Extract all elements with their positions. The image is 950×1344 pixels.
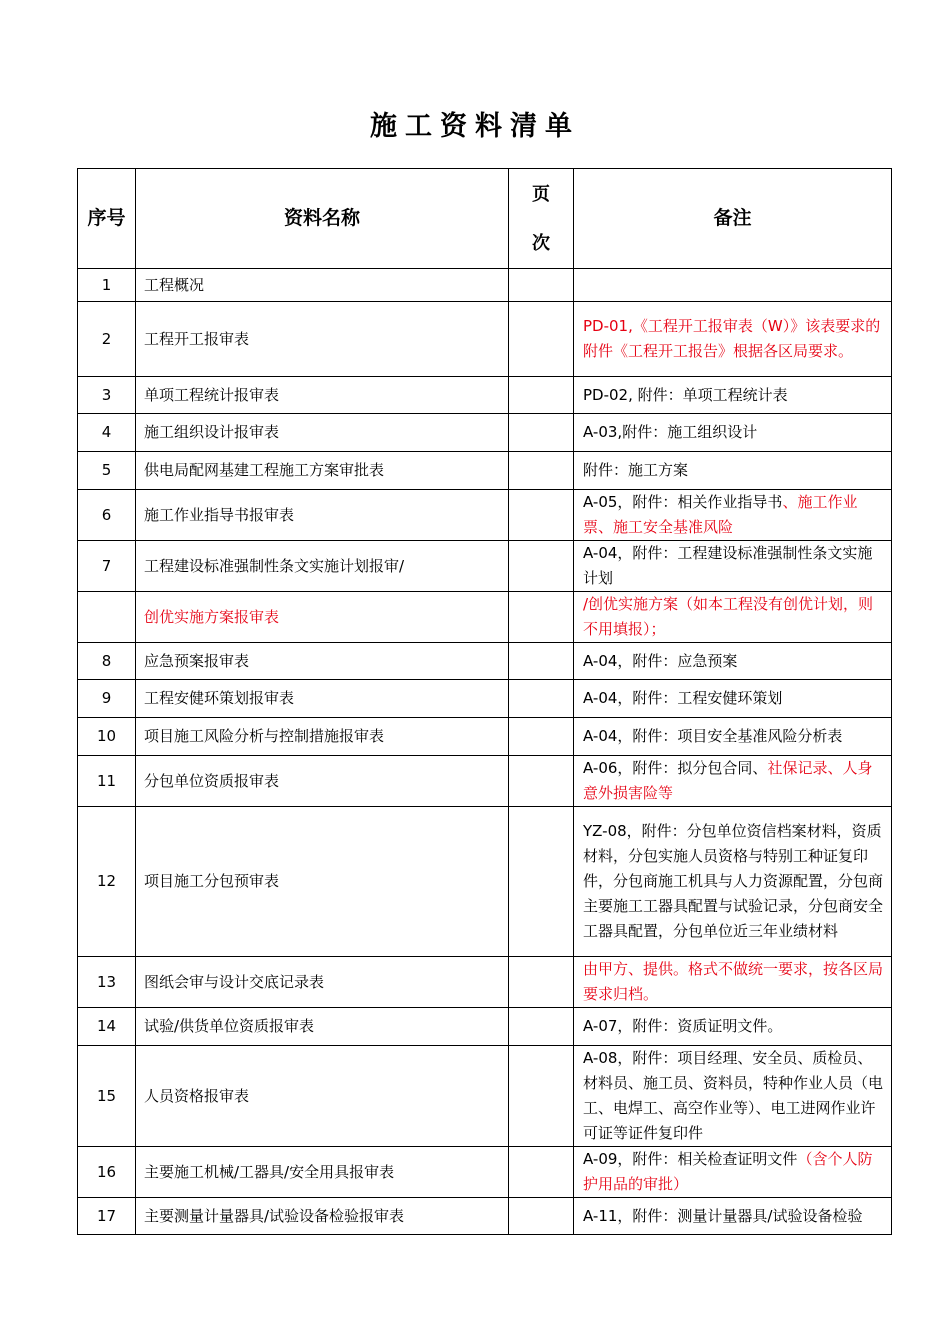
row-remark <box>574 452 892 490</box>
row-page <box>509 414 574 452</box>
row-remark <box>574 1008 892 1046</box>
row-page <box>509 643 574 680</box>
remark-text: A-05，附件：相关作业指导书 <box>583 493 783 511</box>
row-document-name: 工程概况 <box>136 269 509 302</box>
row-remark <box>574 414 892 452</box>
table-row <box>78 1008 892 1046</box>
table-row <box>78 269 892 302</box>
remark-text: A-04，附件：应急预案 <box>583 651 738 670</box>
table-row <box>78 592 892 643</box>
row-page <box>509 1046 574 1147</box>
table-row <box>78 1147 892 1198</box>
table-row <box>78 452 892 490</box>
row-remark <box>574 592 892 643</box>
row-index: 6 <box>78 490 136 541</box>
row-page <box>509 452 574 490</box>
row-remark <box>574 302 892 377</box>
row-remark <box>574 269 892 302</box>
remark-text: A-04，附件：项目安全基准风险分析表 <box>583 727 843 745</box>
table-row <box>78 1046 892 1147</box>
row-document-name: 供电局配网基建工程施工方案审批表 <box>136 452 509 490</box>
row-document-name: 项目施工风险分析与控制措施报审表 <box>136 718 509 756</box>
row-index: 5 <box>78 452 136 490</box>
row-index: 10 <box>78 718 136 756</box>
remark-text: A-04，附件：工程建设标准强制性条文实施计划 <box>583 544 873 587</box>
header-index: 序号 <box>78 169 136 269</box>
header-name: 资料名称 <box>136 169 509 269</box>
table-row <box>78 1198 892 1235</box>
table-row <box>78 490 892 541</box>
row-page <box>509 269 574 302</box>
row-index: 8 <box>78 643 136 680</box>
table-row <box>78 377 892 414</box>
remark-text: A-06，附件：拟分包合同、 <box>583 759 768 777</box>
row-index: 12 <box>78 807 136 957</box>
row-remark <box>574 680 892 718</box>
document-table <box>77 168 892 1235</box>
row-document-name: 试验/供货单位资质报审表 <box>136 1008 509 1046</box>
row-document-name: 施工作业指导书报审表 <box>136 490 509 541</box>
row-page <box>509 592 574 643</box>
row-document-name: 工程建设标准强制性条文实施计划报审/ <box>136 541 509 592</box>
row-page <box>509 957 574 1008</box>
row-index: 11 <box>78 756 136 807</box>
row-document-name: 应急预案报审表 <box>136 643 509 680</box>
row-index: 2 <box>78 302 136 377</box>
remark-text: YZ-08，附件：分包单位资信档案材料，资质材料，分包实施人员资格与特别工种证复印件，分包商施工机具与人力资源配置，分包商主要施工工器具配置与试验记录，分包商安全工器具配置，分包单位近三年业绩材料 <box>583 822 884 940</box>
remark-text: 社保记录、人身意外损害险等 <box>583 759 873 802</box>
table-row <box>78 680 892 718</box>
row-remark <box>574 377 892 414</box>
remark-text: A-07，附件：资质证明文件。 <box>583 1017 783 1035</box>
row-document-name: 分包单位资质报审表 <box>136 756 509 807</box>
row-remark <box>574 1046 892 1147</box>
row-page <box>509 490 574 541</box>
row-index: 7 <box>78 541 136 592</box>
row-remark <box>574 718 892 756</box>
row-index: 4 <box>78 414 136 452</box>
row-index: 14 <box>78 1008 136 1046</box>
row-page <box>509 1198 574 1235</box>
row-remark <box>574 1147 892 1198</box>
table-row <box>78 414 892 452</box>
row-page <box>509 541 574 592</box>
row-index: 16 <box>78 1147 136 1198</box>
row-document-name: 项目施工分包预审表 <box>136 807 509 957</box>
row-document-name: 人员资格报审表 <box>136 1046 509 1147</box>
row-document-name: 主要测量计量器具/试验设备检验报审表 <box>136 1198 509 1235</box>
row-remark <box>574 541 892 592</box>
row-remark <box>574 490 892 541</box>
remark-text: A-04，附件：工程安健环策划 <box>583 689 783 707</box>
row-remark <box>574 643 892 680</box>
header-page <box>509 169 574 269</box>
row-page <box>509 756 574 807</box>
remark-text: A-11，附件：测量计量器具/试验设备检验 <box>583 1206 863 1225</box>
row-document-name: 工程安健环策划报审表 <box>136 680 509 718</box>
row-remark <box>574 756 892 807</box>
row-document-name: 施工组织设计报审表 <box>136 414 509 452</box>
remark-text: A-09，附件：相关检查证明文件 <box>583 1150 798 1168</box>
row-document-name: 图纸会审与设计交底记录表 <box>136 957 509 1008</box>
row-remark <box>574 1198 892 1235</box>
row-document-name: 主要施工机械/工器具/安全用具报审表 <box>136 1147 509 1198</box>
remark-text: 附件：施工方案 <box>583 461 689 479</box>
row-document-name: 工程开工报审表 <box>136 302 509 377</box>
row-index <box>78 592 136 643</box>
row-document-name: 单项工程统计报审表 <box>136 377 509 414</box>
row-index: 15 <box>78 1046 136 1147</box>
remark-text: PD-01,《工程开工报审表（W）》该表要求的附件《工程开工报告》根据各区局要求。 <box>583 317 881 360</box>
row-page <box>509 302 574 377</box>
remark-text: /创优实施方案（如本工程没有创优计划，则不用填报）； <box>583 595 874 638</box>
table-row <box>78 807 892 957</box>
remark-text: 、施工作业票、施工安全基准风险 <box>583 493 858 536</box>
table-row <box>78 541 892 592</box>
page-title: 施工资料清单 <box>370 111 580 142</box>
row-page <box>509 1147 574 1198</box>
row-page <box>509 807 574 957</box>
row-index: 3 <box>78 377 136 414</box>
remark-text: PD-02, 附件：单项工程统计表 <box>583 385 788 404</box>
table-row <box>78 957 892 1008</box>
table-row <box>78 756 892 807</box>
row-page <box>509 377 574 414</box>
table-row <box>78 718 892 756</box>
row-remark <box>574 957 892 1008</box>
row-page <box>509 1008 574 1046</box>
row-index: 1 <box>78 269 136 302</box>
row-index: 9 <box>78 680 136 718</box>
remark-text: A-03,附件：施工组织设计 <box>583 423 758 441</box>
row-page <box>509 718 574 756</box>
row-page <box>509 680 574 718</box>
remark-text: （含个人防护用品的审批） <box>583 1150 873 1193</box>
row-document-name: 创优实施方案报审表 <box>136 592 509 643</box>
header-page-line1: 页 <box>532 183 550 205</box>
row-index: 13 <box>78 957 136 1008</box>
remark-text: 由甲方、提供。格式不做统一要求，按各区局要求归档。 <box>583 960 884 1003</box>
table-row <box>78 302 892 377</box>
row-index: 17 <box>78 1198 136 1235</box>
row-remark <box>574 807 892 957</box>
header-page-line2: 次 <box>532 232 550 254</box>
remark-text: A-08，附件：项目经理、安全员、质检员、材料员、施工员、资料员，特种作业人员（电工、电焊工、高空作业等）、电工进网作业许可证等证件复印件 <box>583 1049 884 1142</box>
table-row <box>78 643 892 680</box>
table-header-row <box>78 169 892 269</box>
header-remark: 备注 <box>574 169 892 269</box>
